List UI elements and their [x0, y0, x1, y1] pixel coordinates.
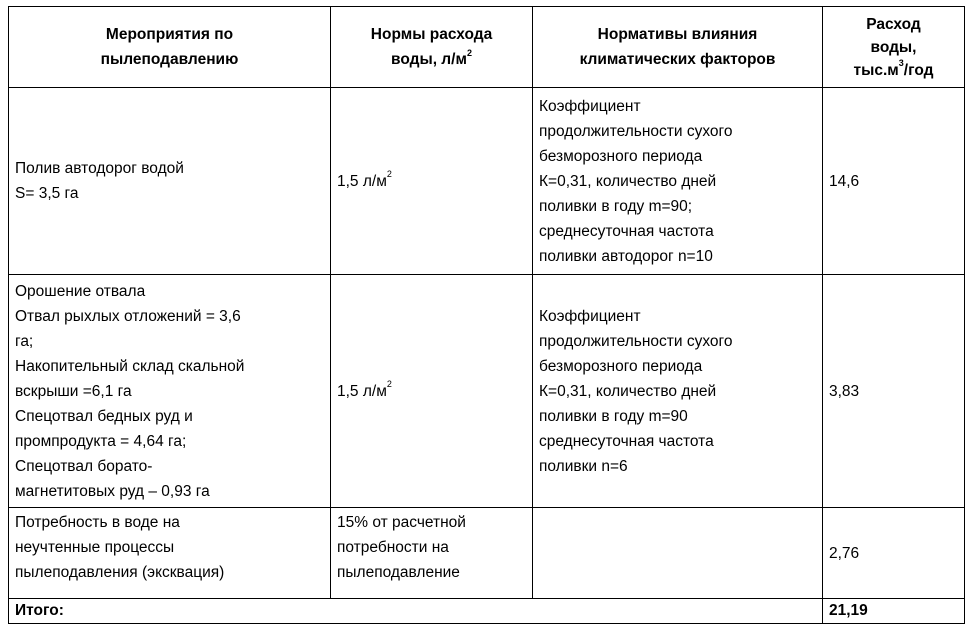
activity-cell: Орошение отвала Отвал рыхлых отложений = 3,6 га; Накопительный склад скальной вскрыши =6,1 га Спецотвал бедных руд и промпродукта = 4,64 га; Спецотвал борато- магнетитовых руд – 0,93 га	[9, 275, 331, 508]
water-consumption-table	[8, 6, 965, 624]
activity-cell: Полив автодорог водой S= 3,5 га	[9, 88, 331, 275]
activity-cell: Потребность в воде на неучтенные процессы пылеподавления (эксквация)	[9, 508, 331, 599]
water-consumption-table-container	[8, 6, 965, 624]
total-value: 21,19	[823, 599, 965, 624]
factors-cell: Коэффициент продолжительности сухого безморозного периода К=0,31, количество дней поливки в году m=90; среднесуточная частота поливки автодорог n=10	[533, 88, 823, 275]
consumption-cell: 2,76	[823, 508, 965, 599]
norm-cell: 15% от расчетной потребности на пылеподавление	[331, 508, 533, 599]
total-row	[9, 599, 965, 624]
total-label: Итого:	[9, 599, 823, 624]
header-climate-factors: Нормативы влияния климатических факторов	[533, 7, 823, 88]
factors-cell: Коэффициент продолжительности сухого безморозного периода К=0,31, количество дней поливки в году m=90 среднесуточная частота поливки n=6	[533, 275, 823, 508]
consumption-cell: 14,6	[823, 88, 965, 275]
header-activities: Мероприятия по пылеподавлению	[9, 7, 331, 88]
header-water-consumption: Расход воды, $тыс.м^3$/год	[823, 7, 965, 88]
table-row	[9, 88, 965, 275]
factors-cell	[533, 508, 823, 599]
norm-cell: 1,5 $л/м^2$	[331, 88, 533, 275]
consumption-cell: 3,83	[823, 275, 965, 508]
header-water-norms: Нормы расхода воды, $л/м^2$	[331, 7, 533, 88]
table-row	[9, 275, 965, 508]
table-row	[9, 508, 965, 599]
header-row	[9, 7, 965, 88]
norm-cell: 1,5 $л/м^2$	[331, 275, 533, 508]
